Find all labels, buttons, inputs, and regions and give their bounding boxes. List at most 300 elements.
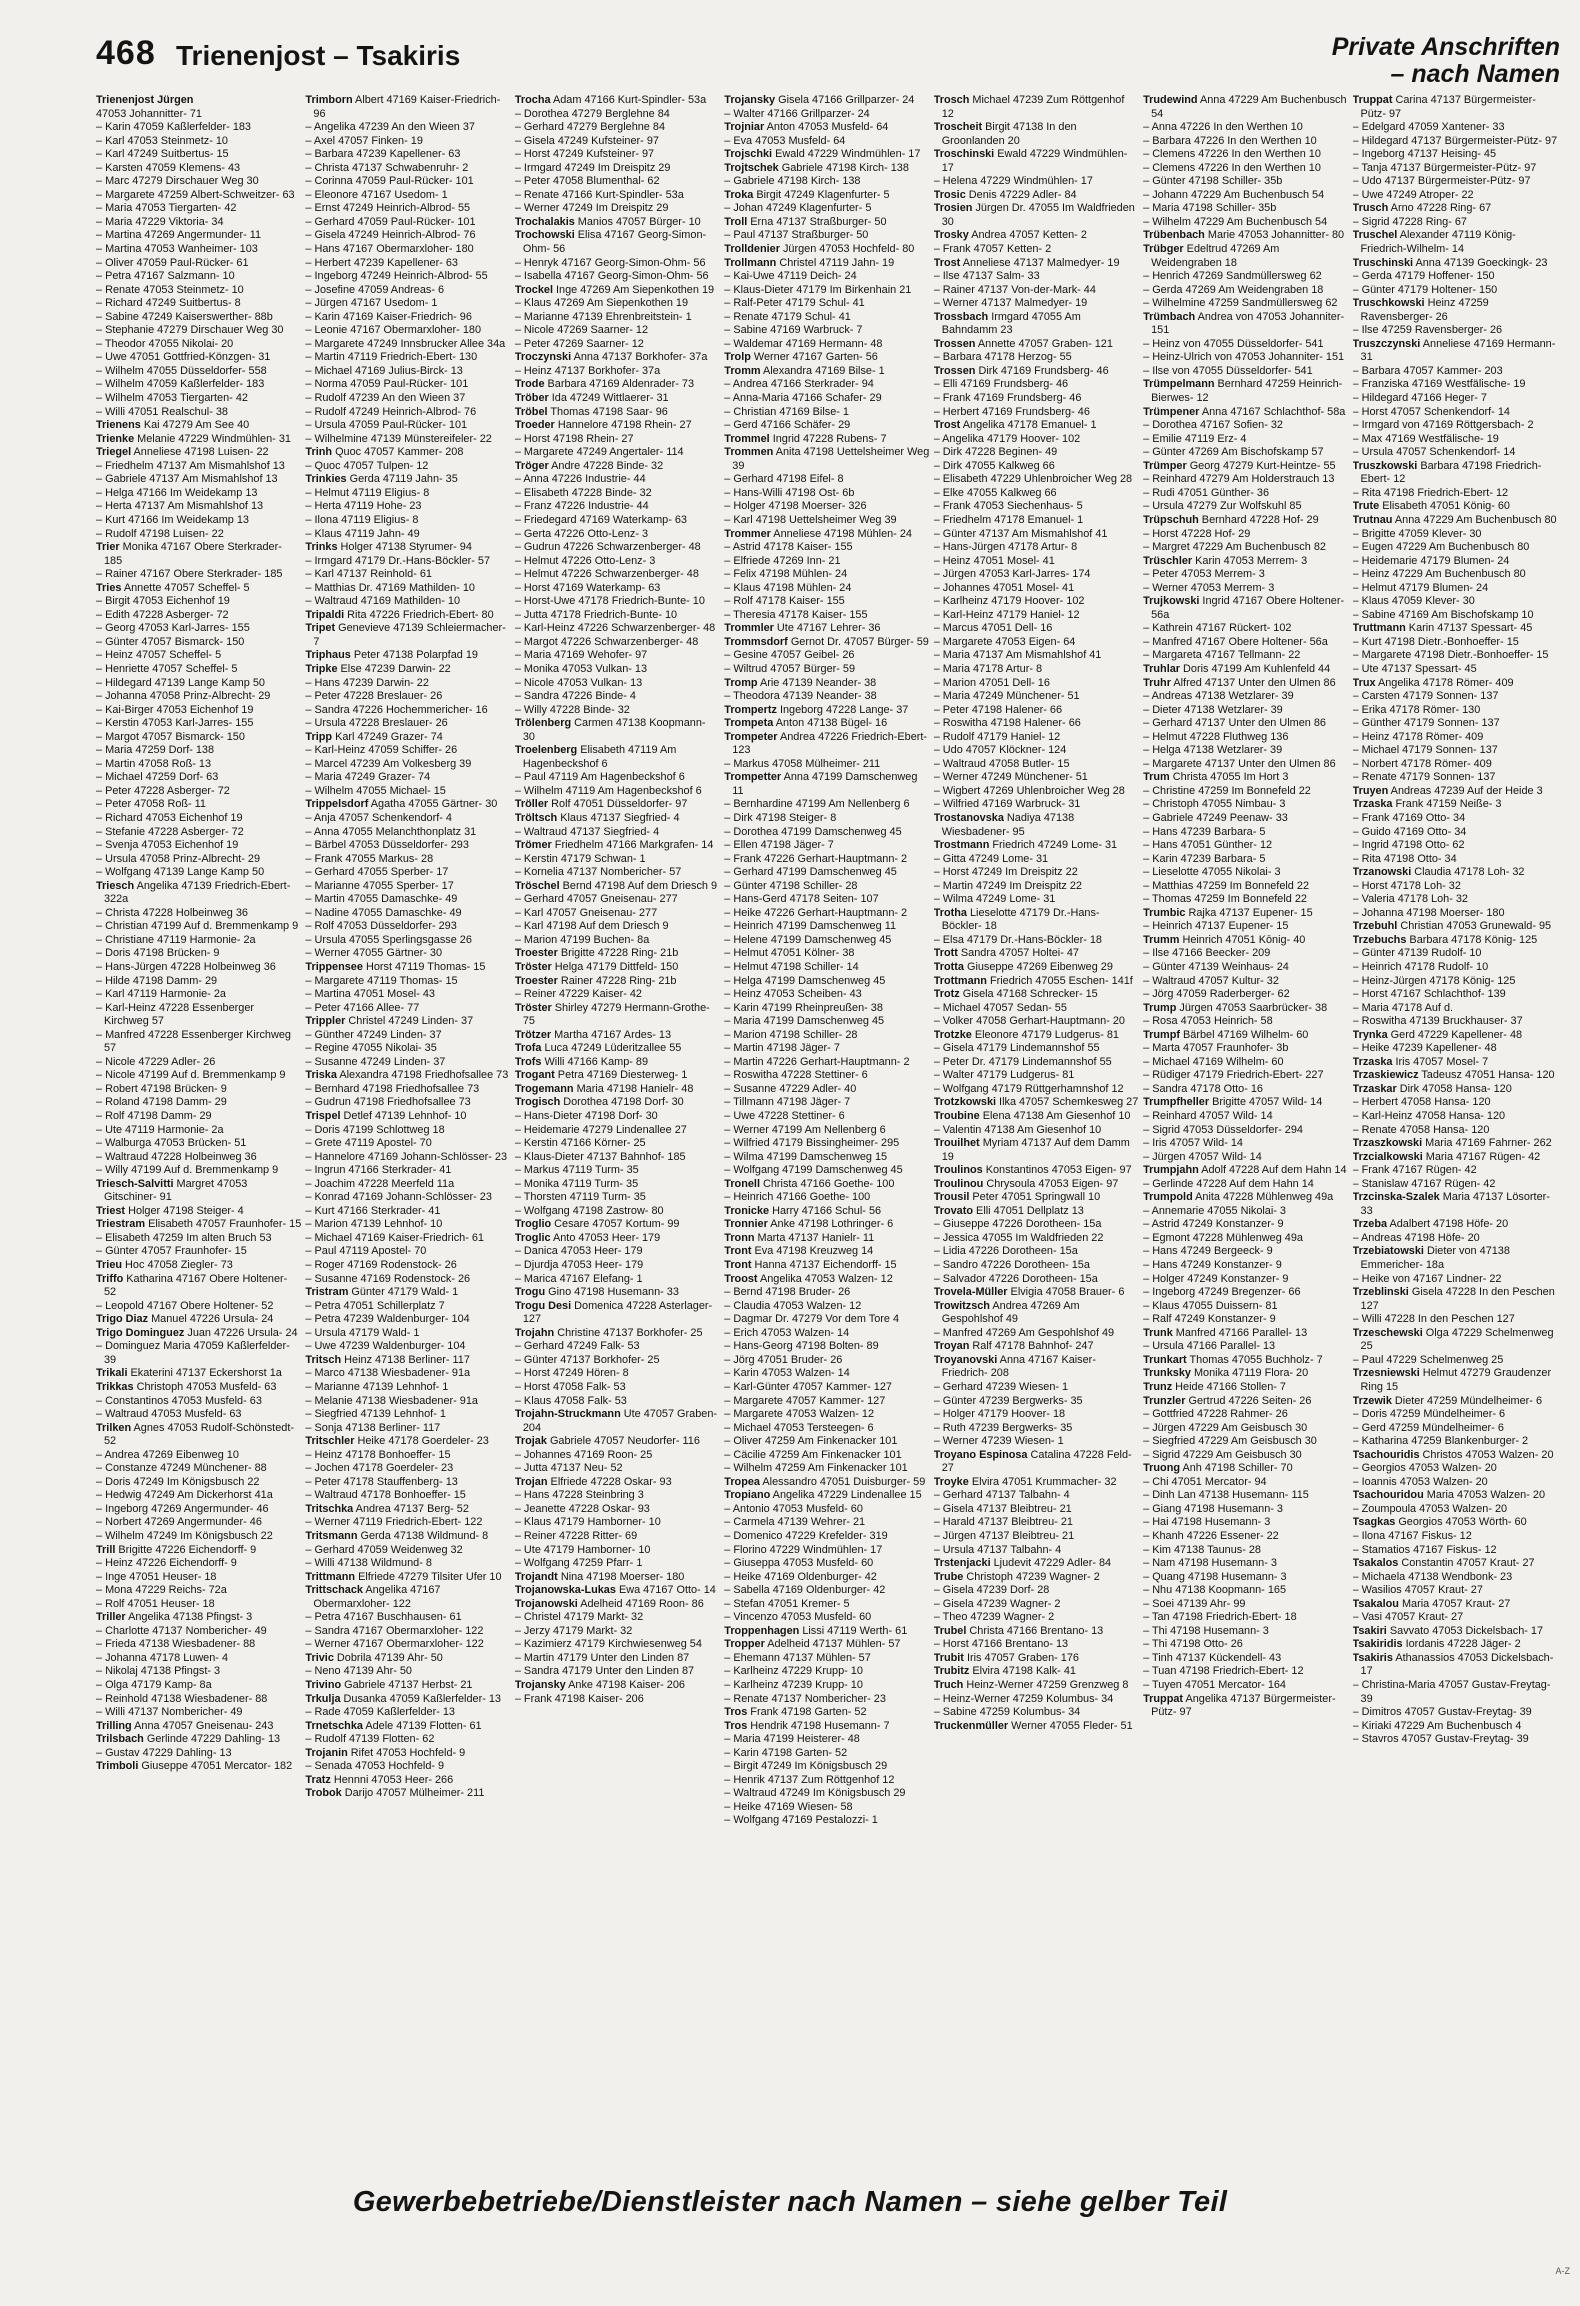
directory-entry bbox=[515, 1002, 720, 1029]
entry-details: – Roswitha 47198 Halener- 66 bbox=[933, 717, 1081, 730]
entry-details: – Margarete 47057 Kammer- 127 bbox=[724, 1394, 886, 1407]
directory-entry bbox=[724, 1069, 929, 1083]
entry-details: – Reinhard 47057 Wild- 14 bbox=[1143, 1110, 1273, 1123]
entry-details: Olga 47229 Schelmenweg 25 bbox=[1360, 1326, 1554, 1353]
directory-entry bbox=[96, 1408, 301, 1422]
entry-details: – Edith 47228 Asberger- 72 bbox=[96, 608, 229, 621]
directory-entry bbox=[96, 162, 301, 176]
directory-entry bbox=[96, 1598, 301, 1612]
entry-surname: Triestram bbox=[96, 1218, 146, 1231]
directory-entry bbox=[1353, 1354, 1558, 1368]
entry-details: – Reiner 47228 Ritter- 69 bbox=[514, 1529, 638, 1542]
entry-details: – Karin 47053 Walzen- 14 bbox=[724, 1367, 850, 1380]
directory-entry bbox=[1143, 446, 1348, 460]
directory-entry bbox=[305, 121, 510, 135]
entry-details: – Heinz 47051 Mosel- 41 bbox=[933, 554, 1055, 567]
entry-surname: Trube bbox=[933, 1570, 964, 1583]
entry-details: – Wilhelm 47059 Kaßlerfelder- 183 bbox=[96, 378, 265, 391]
entry-details: Myriam 47137 Auf dem Damm 19 bbox=[941, 1137, 1130, 1163]
directory-entry bbox=[96, 1178, 301, 1205]
directory-entry bbox=[1353, 690, 1558, 704]
entry-details: Willi 47166 Kamp- 89 bbox=[541, 1055, 649, 1068]
directory-entry bbox=[1353, 839, 1558, 853]
directory-entry bbox=[724, 1042, 929, 1056]
entry-details: – Lidia 47226 Dorotheen- 15a bbox=[933, 1245, 1078, 1258]
entry-details: Barbara 47178 König- 125 bbox=[1406, 933, 1538, 946]
directory-entry bbox=[934, 1557, 1139, 1571]
entry-details: – Helmut 47198 Schiller- 14 bbox=[724, 961, 859, 973]
directory-entry bbox=[724, 1544, 929, 1558]
entry-surname: Trofs bbox=[514, 1055, 542, 1068]
entry-details: Barbara 47198 Friedrich-Ebert- 12 bbox=[1360, 459, 1542, 486]
entry-details: – Elke 47055 Kalkweg 66 bbox=[933, 486, 1057, 499]
directory-entry bbox=[96, 907, 301, 921]
directory-entry bbox=[1353, 934, 1558, 948]
entry-details: – Hans 47239 Darwin- 22 bbox=[305, 676, 429, 689]
directory-entry bbox=[724, 1422, 929, 1436]
entry-details: – Walter 47179 Ludgerus- 81 bbox=[933, 1069, 1075, 1082]
entry-details: Ewald 47229 Windmühlen- 17 bbox=[772, 148, 921, 161]
entry-surname: Troubine bbox=[933, 1110, 980, 1123]
directory-column-7 bbox=[1353, 94, 1562, 2176]
entry-details: – Wilhelm 47055 Michael- 15 bbox=[305, 784, 446, 797]
entry-surname: Trilken bbox=[96, 1421, 132, 1434]
entry-details: – Sandra 47178 Otto- 16 bbox=[1143, 1082, 1263, 1095]
entry-details: – Stanislaw 47167 Rügen- 42 bbox=[1352, 1177, 1496, 1190]
directory-entry bbox=[1353, 555, 1558, 569]
directory-entry bbox=[1353, 1638, 1558, 1652]
directory-entry bbox=[515, 175, 720, 189]
directory-entry bbox=[934, 1205, 1139, 1219]
entry-details: – Peter 47228 Asberger- 72 bbox=[96, 784, 230, 797]
directory-entry bbox=[96, 514, 301, 528]
directory-entry bbox=[724, 419, 929, 433]
directory-entry bbox=[96, 1584, 301, 1598]
directory-entry bbox=[724, 1232, 929, 1246]
entry-details: – Maria 47199 Damschenweg 45 bbox=[724, 1015, 885, 1028]
directory-entry bbox=[724, 717, 929, 731]
directory-entry bbox=[96, 311, 301, 325]
directory-entry bbox=[724, 826, 929, 840]
entry-details: – Sandra 47167 Obermarxloher- 122 bbox=[305, 1624, 484, 1637]
directory-entry bbox=[934, 975, 1139, 989]
directory-entry bbox=[1353, 487, 1558, 501]
entry-details: Gino 47198 Husemann- 33 bbox=[545, 1286, 679, 1299]
directory-entry bbox=[305, 1530, 510, 1544]
directory-entry bbox=[934, 1449, 1139, 1476]
directory-entry bbox=[96, 351, 301, 365]
directory-entry bbox=[305, 609, 510, 623]
directory-entry bbox=[724, 243, 929, 257]
directory-entry bbox=[515, 988, 720, 1002]
entry-details: Hoc 47058 Ziegler- 73 bbox=[122, 1259, 233, 1272]
directory-entry bbox=[1143, 961, 1348, 975]
directory-entry bbox=[1353, 812, 1558, 826]
entry-details: – Kiriaki 47229 Am Buchenbusch 4 bbox=[1352, 1719, 1522, 1732]
directory-entry bbox=[724, 771, 929, 798]
entry-details: – Nicole 47229 Adler- 26 bbox=[96, 1055, 216, 1068]
entry-details: – Maria 47169 Wehofer- 97 bbox=[514, 649, 648, 662]
directory-entry bbox=[515, 1489, 720, 1503]
entry-surname: Trumbic bbox=[1143, 906, 1186, 919]
entry-details: – Friedhelm 47137 Am Mismahlshof 13 bbox=[96, 459, 285, 472]
directory-entry bbox=[934, 229, 1139, 243]
directory-entry bbox=[1353, 947, 1558, 961]
directory-entry bbox=[1353, 1652, 1558, 1679]
directory-entry bbox=[934, 649, 1139, 663]
entry-surname: Trosien bbox=[933, 202, 973, 215]
directory-entry bbox=[305, 1774, 510, 1788]
entry-details: Iris 47057 Mosel- 7 bbox=[1392, 1055, 1489, 1068]
entry-details: – Marco 47138 Wiesbadener- 91a bbox=[305, 1367, 471, 1380]
section-title bbox=[1332, 34, 1560, 88]
directory-entry bbox=[1143, 1124, 1348, 1138]
entry-details: – Bernhardine 47199 Am Nellenberg 6 bbox=[724, 798, 910, 811]
directory-entry bbox=[96, 961, 301, 975]
directory-entry bbox=[1143, 920, 1348, 934]
entry-surname: Tronn bbox=[724, 1231, 755, 1244]
entry-surname: Tropper bbox=[724, 1638, 765, 1651]
directory-entry bbox=[96, 528, 301, 542]
directory-entry bbox=[305, 1056, 510, 1070]
entry-details: – Petra 47239 Waldenburger- 104 bbox=[305, 1313, 470, 1326]
entry-details: – Michael 47057 Sedan- 55 bbox=[933, 1001, 1067, 1014]
directory-entry bbox=[515, 568, 720, 582]
entry-surname: Trojansky bbox=[514, 1678, 566, 1691]
entry-details: – Hans-Willi 47198 Ost- 6b bbox=[724, 486, 855, 499]
directory-entry bbox=[305, 1151, 510, 1165]
entry-details: – Matthias Dr. 47169 Mathilden- 10 bbox=[305, 581, 475, 594]
entry-details: – Karsten 47059 Klemens- 43 bbox=[96, 161, 241, 174]
entry-details: – Ernst 47249 Heinrich-Albrod- 55 bbox=[305, 202, 471, 215]
entry-details: – Dieter 47138 Wetzlarer- 39 bbox=[1143, 703, 1283, 716]
directory-entry bbox=[1353, 1584, 1558, 1598]
entry-details: – Walter 47166 Grillparzer- 24 bbox=[724, 107, 870, 120]
entry-details: Heike 47178 Goerdeler- 23 bbox=[354, 1435, 489, 1448]
directory-entry bbox=[1143, 216, 1348, 230]
directory-entry bbox=[724, 297, 929, 311]
directory-entry bbox=[724, 1638, 929, 1652]
directory-entry bbox=[934, 311, 1139, 338]
entry-details: Edeltrud 47269 Am Weidengraben 18 bbox=[1151, 243, 1280, 269]
entry-details: – Oliver 47259 Am Finkenacker 101 bbox=[724, 1435, 898, 1448]
directory-entry bbox=[724, 1218, 929, 1232]
directory-entry bbox=[1143, 1679, 1348, 1693]
entry-details: – Paul 47119 Am Hagenbeckshof 6 bbox=[514, 771, 685, 784]
entry-details: Anita 47228 Mühlenweg 49a bbox=[1192, 1191, 1334, 1204]
directory-entry bbox=[96, 798, 301, 812]
entry-surname: Trümpener bbox=[1143, 405, 1200, 418]
directory-entry bbox=[305, 555, 510, 569]
entry-details: – Maria 47198 Schiller- 35b bbox=[1143, 202, 1277, 215]
directory-entry bbox=[305, 988, 510, 1002]
directory-entry bbox=[1353, 1733, 1558, 1747]
entry-surname: Trujkowski bbox=[1143, 595, 1200, 608]
directory-entry bbox=[724, 1720, 929, 1734]
entry-details: – Waldemar 47169 Hermann- 48 bbox=[724, 337, 883, 350]
entry-surname: Trojschki bbox=[724, 148, 773, 161]
directory-entry bbox=[1353, 1151, 1558, 1165]
entry-details: – Maria 47053 Tiergarten- 42 bbox=[96, 202, 237, 215]
directory-entry bbox=[934, 1015, 1139, 1029]
entry-details: – Egmont 47228 Mühlenweg 49a bbox=[1143, 1231, 1303, 1244]
directory-entry bbox=[1143, 202, 1348, 216]
entry-details: – Wilhelm 47119 Am Hagenbeckshof 6 bbox=[514, 784, 702, 797]
entry-details: – Wolfgang 47139 Lange Kamp 50 bbox=[96, 866, 265, 879]
directory-entry bbox=[96, 1530, 301, 1544]
directory-entry bbox=[724, 135, 929, 149]
entry-details: – Gerlinde 47228 Auf dem Hahn 14 bbox=[1143, 1177, 1314, 1190]
entry-details: – Christa 47137 Schwabenruhr- 2 bbox=[305, 161, 469, 174]
directory-entry bbox=[1353, 1178, 1558, 1192]
entry-details: – Stefan 47051 Kremer- 5 bbox=[724, 1597, 850, 1610]
directory-entry bbox=[1143, 839, 1348, 853]
entry-details: – Tan 47198 Friedrich-Ebert- 18 bbox=[1143, 1611, 1297, 1624]
directory-entry bbox=[305, 1476, 510, 1490]
entry-details: – Gerhard 47137 Talbahn- 4 bbox=[933, 1489, 1070, 1502]
entry-details: – Andreas 47198 Höfe- 20 bbox=[1352, 1231, 1480, 1244]
directory-entry bbox=[305, 1625, 510, 1639]
entry-details: – Herbert 47058 Hansa- 120 bbox=[1352, 1096, 1491, 1109]
entry-details: Ingeborg 47228 Lange- 37 bbox=[776, 703, 909, 716]
directory-entry bbox=[305, 311, 510, 325]
entry-details: – Frank 47198 Kaiser- 206 bbox=[514, 1692, 644, 1705]
directory-entry bbox=[934, 812, 1139, 839]
entry-details: – Dorothea 47167 Sofien- 32 bbox=[1143, 419, 1283, 432]
entry-details: – Nicole 47053 Vulkan- 13 bbox=[514, 676, 643, 689]
directory-entry bbox=[515, 609, 720, 623]
directory-entry bbox=[1143, 270, 1348, 284]
directory-entry bbox=[305, 1760, 510, 1774]
entry-details: Quoc 47057 Kammer- 208 bbox=[332, 446, 464, 459]
entry-details: – Doris 47198 Brücken- 9 bbox=[96, 947, 220, 960]
entry-details: Angelika 47167 Obermarxloher- 122 bbox=[313, 1584, 441, 1610]
entry-details: Dieter von 47138 Emmericher- 18a bbox=[1360, 1245, 1510, 1272]
entry-details: Gabriele 47137 Herbst- 21 bbox=[341, 1678, 473, 1691]
directory-entry bbox=[96, 1069, 301, 1083]
directory-entry bbox=[934, 893, 1139, 907]
entry-details: Ilka 47057 Schemkesweg 27 bbox=[996, 1096, 1139, 1109]
directory-entry bbox=[724, 677, 929, 691]
entry-details: Catalina 47228 Feld- 27 bbox=[941, 1448, 1132, 1475]
entry-details: Carina 47137 Bürgermeister-Pütz- 97 bbox=[1360, 94, 1536, 120]
directory-entry bbox=[515, 1625, 720, 1639]
directory-entry bbox=[96, 1327, 301, 1341]
entry-details: – Hilde 47198 Damm- 29 bbox=[96, 974, 218, 987]
entry-surname: Trute bbox=[1352, 500, 1380, 513]
directory-entry bbox=[96, 1503, 301, 1517]
directory-entry bbox=[1353, 1327, 1558, 1354]
entry-details: – Nadine 47055 Damaschke- 49 bbox=[305, 906, 462, 919]
directory-entry bbox=[96, 392, 301, 406]
directory-entry bbox=[305, 1259, 510, 1273]
directory-entry bbox=[305, 1218, 510, 1232]
directory-entry bbox=[1143, 826, 1348, 840]
entry-details: – Heinz 47057 Scheffel- 5 bbox=[96, 649, 222, 662]
entry-details: – Birgit 47053 Eichenhof 19 bbox=[96, 595, 230, 608]
entry-details: – Klaus 47198 Mühlen- 24 bbox=[724, 581, 852, 594]
entry-details: Gerlinde 47229 Dahling- 13 bbox=[143, 1733, 281, 1746]
directory-entry bbox=[305, 1503, 510, 1517]
entry-details: – Gudrun 47226 Schwarzenberger- 48 bbox=[514, 541, 701, 554]
entry-details: – Salvador 47226 Dorotheen- 15a bbox=[933, 1272, 1098, 1285]
directory-entry bbox=[1353, 135, 1558, 149]
entry-details: Gisela 47228 In den Peschen 127 bbox=[1360, 1286, 1555, 1312]
directory-entry bbox=[305, 853, 510, 867]
entry-details: – Kerstin 47166 Körner- 25 bbox=[514, 1137, 646, 1150]
directory-entry bbox=[1143, 1205, 1348, 1219]
entry-surname: Trojansky bbox=[724, 94, 776, 106]
name-range: Trienenjost – Tsakiris bbox=[176, 40, 461, 71]
directory-entry bbox=[934, 1693, 1139, 1707]
directory-entry bbox=[1143, 1354, 1348, 1368]
entry-details: – Michael 47179 Sonnen- 137 bbox=[1352, 744, 1498, 757]
entry-details: – Helga 47199 Damschenweg 45 bbox=[724, 974, 886, 987]
entry-details: – Waltraud 47169 Mathilden- 10 bbox=[305, 595, 461, 608]
directory-entry bbox=[1143, 1584, 1348, 1598]
directory-entry bbox=[1353, 1245, 1558, 1272]
directory-entry bbox=[724, 433, 929, 447]
directory-entry bbox=[305, 1124, 510, 1138]
directory-entry bbox=[1143, 1327, 1348, 1341]
directory-entry bbox=[305, 1584, 510, 1611]
entry-details: Günter 47179 Wald- 1 bbox=[348, 1286, 459, 1299]
entry-details: – Inge 47051 Heuser- 18 bbox=[96, 1570, 217, 1583]
entry-details: Manuel 47226 Ursula- 24 bbox=[148, 1313, 274, 1326]
entry-details: – Margareta 47167 Tellmann- 22 bbox=[1143, 649, 1301, 662]
directory-entry bbox=[1143, 284, 1348, 298]
directory-entry bbox=[305, 1164, 510, 1178]
entry-surname: Trittmann bbox=[305, 1570, 356, 1583]
entry-details: – Wilfried 47179 Bissingheimer- 295 bbox=[724, 1137, 900, 1150]
directory-entry bbox=[724, 1706, 929, 1720]
directory-entry bbox=[1353, 663, 1558, 677]
directory-entry bbox=[305, 1544, 510, 1558]
directory-entry bbox=[96, 148, 301, 162]
directory-entry bbox=[1353, 541, 1558, 555]
entry-details: – Dominguez Maria 47059 Kaßlerfelder- 39 bbox=[96, 1340, 290, 1366]
entry-details: Christian 47053 Grunewald- 95 bbox=[1397, 920, 1552, 933]
directory-entry bbox=[305, 798, 510, 812]
entry-surname: Trost bbox=[933, 419, 961, 432]
directory-entry bbox=[934, 392, 1139, 406]
entry-details: – Werner 47119 Friedrich-Ebert- 122 bbox=[305, 1516, 483, 1529]
directory-entry bbox=[96, 1137, 301, 1151]
directory-entry bbox=[96, 704, 301, 718]
directory-entry bbox=[1353, 162, 1558, 176]
entry-details: 47053 Johannitter- 71 bbox=[96, 107, 202, 120]
entry-details: – Gerhard 47059 Weidenweg 32 bbox=[305, 1543, 463, 1556]
entry-details: Ekaterini 47137 Eckershorst 1a bbox=[127, 1367, 282, 1380]
entry-details: – Quoc 47057 Tulpen- 12 bbox=[305, 459, 429, 472]
directory-entry bbox=[1353, 893, 1558, 907]
directory-entry bbox=[1143, 528, 1348, 542]
entry-details: – Barbara 47239 Kapellener- 63 bbox=[305, 148, 461, 161]
entry-details: – Günter 47057 Fraunhofer- 15 bbox=[96, 1245, 247, 1258]
entry-details: – Wasilios 47057 Kraut- 27 bbox=[1352, 1584, 1483, 1597]
entry-surname: Trynka bbox=[1352, 1028, 1388, 1041]
directory-entry bbox=[1353, 1544, 1558, 1558]
directory-entry bbox=[305, 229, 510, 243]
directory-entry bbox=[96, 677, 301, 691]
entry-details: – Soei 47139 Ahr- 99 bbox=[1143, 1597, 1246, 1610]
directory-entry bbox=[1143, 1449, 1348, 1463]
entry-details: – Sabine 47259 Kolumbus- 34 bbox=[933, 1706, 1081, 1719]
directory-entry bbox=[724, 758, 929, 772]
directory-entry bbox=[724, 1205, 929, 1219]
entry-details: – Michael 47259 Dorf- 63 bbox=[96, 771, 219, 784]
entry-surname: Trommen bbox=[724, 446, 774, 459]
entry-details: – Christine 47259 Im Bonnefeld 22 bbox=[1143, 784, 1311, 797]
directory-entry bbox=[1143, 907, 1348, 921]
directory-entry bbox=[934, 690, 1139, 704]
directory-entry bbox=[934, 351, 1139, 365]
directory-entry bbox=[1353, 270, 1558, 284]
directory-entry bbox=[515, 229, 720, 256]
directory-entry bbox=[1353, 975, 1558, 989]
directory-entry bbox=[1143, 636, 1348, 650]
directory-entry bbox=[96, 1747, 301, 1761]
directory-entry bbox=[934, 1273, 1139, 1287]
directory-entry bbox=[305, 961, 510, 975]
directory-entry bbox=[515, 947, 720, 961]
section-title-line-1: Private Anschriften bbox=[1331, 33, 1560, 61]
directory-entry bbox=[1143, 622, 1348, 636]
entry-details: – Horst 47249 Hören- 8 bbox=[514, 1367, 629, 1380]
entry-details: – Florino 47229 Windmühlen- 17 bbox=[724, 1543, 883, 1556]
entry-surname: Trudewind bbox=[1143, 94, 1198, 106]
entry-details: Rainer 47228 Ring- 21b bbox=[557, 974, 677, 987]
directory-entry bbox=[515, 1544, 720, 1558]
directory-entry bbox=[934, 758, 1139, 772]
entry-details: – Karl 47249 Suitbertus- 15 bbox=[96, 148, 229, 161]
entry-details: Anneliese 47198 Mühlen- 24 bbox=[770, 527, 912, 540]
directory-entry bbox=[724, 528, 929, 542]
entry-surname: Troester bbox=[514, 947, 558, 960]
directory-entry bbox=[96, 1706, 301, 1720]
entry-details: – Astrid 47249 Konstanzer- 9 bbox=[1143, 1218, 1284, 1231]
directory-entry bbox=[515, 595, 720, 609]
directory-entry bbox=[934, 1665, 1139, 1679]
directory-entry bbox=[96, 1395, 301, 1409]
entry-details: – Klaus 47055 Duissern- 81 bbox=[1143, 1299, 1278, 1312]
entry-surname: Trümper bbox=[1143, 459, 1187, 472]
entry-surname: Trusch bbox=[1352, 202, 1389, 215]
directory-entry bbox=[934, 1408, 1139, 1422]
entry-details: – Johanna 47058 Prinz-Albrecht- 29 bbox=[96, 690, 271, 703]
entry-surname: Truhr bbox=[1143, 676, 1171, 689]
entry-surname: Trojniar bbox=[724, 121, 765, 134]
directory-entry bbox=[724, 162, 929, 176]
directory-entry bbox=[515, 1449, 720, 1463]
directory-entry bbox=[96, 1625, 301, 1639]
entry-surname: Triesch bbox=[96, 879, 135, 892]
directory-entry bbox=[1353, 433, 1558, 447]
entry-details: – Brigitte 47059 Klever- 30 bbox=[1352, 527, 1482, 540]
directory-entry bbox=[96, 1096, 301, 1110]
entry-surname: Tritschka bbox=[305, 1502, 354, 1515]
entry-details: – Axel 47057 Finken- 19 bbox=[305, 134, 423, 147]
entry-details: – Marion 47199 Buchen- 8a bbox=[514, 933, 650, 946]
entry-details: Hannelore 47198 Rhein- 27 bbox=[554, 419, 692, 432]
directory-entry bbox=[515, 297, 720, 311]
entry-details: – Siegfried 47139 Lehnhof- 1 bbox=[305, 1408, 446, 1421]
directory-entry bbox=[724, 1191, 929, 1205]
directory-entry bbox=[1143, 135, 1348, 149]
directory-entry bbox=[515, 202, 720, 216]
directory-entry bbox=[1143, 1340, 1348, 1354]
entry-details: – Peter 47269 Saarner- 12 bbox=[514, 337, 644, 350]
